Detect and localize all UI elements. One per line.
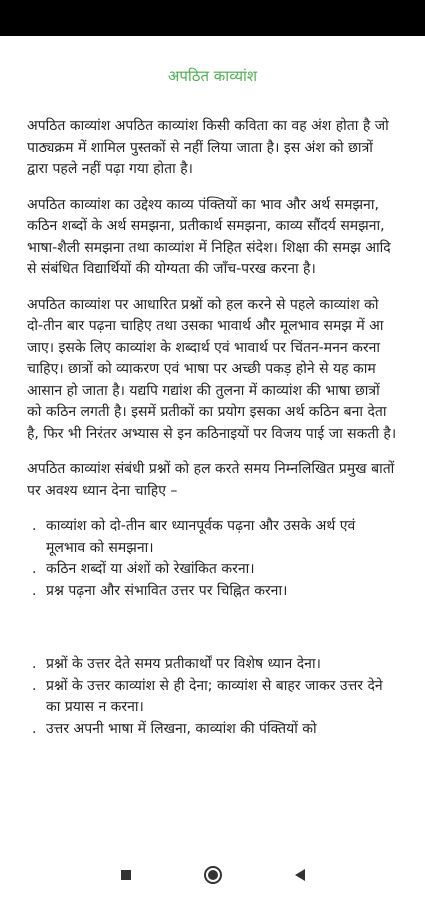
page-title: अपठित काव्यांश — [167, 67, 258, 85]
tips-list-1 — [0, 516, 425, 602]
back-button[interactable] — [289, 864, 311, 886]
paragraph-purpose: अपठित काव्यांश का उद्देश्य काव्य पंक्तियों का भाव और अर्थ समझना, कठिन शब्दों के अर्थ समझना, प्रतीकार्थ समझना, काव्य सौंदर्य समझना, भाषा-शैली समझना तथा काव्यांश में निहित संदेश। शिक्षा की समझ आदि से संबंधित विद्यार्थियों की योग्यता की जाँच-परख करना है। — [27, 196, 391, 277]
bullet-marker: . — [32, 677, 37, 694]
list-item — [32, 559, 397, 581]
bullet-marker: . — [32, 582, 37, 599]
bullet-marker: . — [32, 518, 37, 534]
bullet-marker: . — [32, 561, 37, 577]
bullet-marker: . — [32, 656, 37, 672]
list-item-text: काव्यांश को दो-तीन बार ध्यानपूर्वक पढ़ना और उसके अर्थ एवं मूलभाव को समझना। — [46, 518, 356, 556]
paragraph-intro: अपठित काव्यांश अपठित काव्यांश किसी कविता का वह अंश होता है जो पाठ्यक्रम में शामिल पुस्तकों से नहीं लिया जाता है। इस अंश को छात्रों द्वारा पहले नहीं पढ़ा गया होता है। — [27, 118, 389, 177]
list-item-text: उत्तर अपनी भाषा में लिखना, काव्यांश की पंक्तियों को — [46, 720, 317, 737]
recents-button[interactable] — [115, 864, 137, 886]
status-bar — [0, 0, 425, 36]
list-item — [32, 719, 397, 741]
list-item-text: प्रश्न पढ़ना और संभावित उत्तर पर चिह्नित करना। — [46, 582, 288, 599]
square-recents-icon — [115, 864, 137, 886]
paragraph-points-intro: अपठित काव्यांश संबंधी प्रश्नों को हल करते समय निम्नलिखित प्रमुख बातों पर अवश्य ध्यान देना चाहिए – — [27, 461, 395, 499]
bullet-marker: . — [32, 720, 37, 737]
home-button[interactable] — [202, 864, 224, 886]
list-item-text: प्रश्नों के उत्तर काव्यांश से ही देना; काव्यांश से बाहर जाकर उत्तर देने का प्रयास न करना। — [46, 677, 383, 715]
article-content[interactable] — [0, 36, 425, 850]
triangle-back-icon — [289, 864, 311, 886]
list-item-text: प्रश्नों के उत्तर देते समय प्रतीकार्थों पर विशेष ध्यान देना। — [46, 656, 321, 672]
paragraph-method: अपठित काव्यांश पर आधारित प्रश्नों को हल करने से पहले काव्यांश को दो-तीन बार पढ़ना चाहिए तथा उसका भावार्थ और मूलभाव समझ में आ जाए। इसके लिए काव्यांश के शब्दार्थ एवं भावार्थ पर चिंतन-मनन करना चाहिए। छात्रों को व्याकरण एवं भाषा पर अच्छी पकड़ होने से यह काम आसान हो जाता है। यद्यपि गद्यांश की तुलना में काव्यांश की भाषा छात्रों को कठिन लगती है। इसमें प्रतीकों का प्रयोग इसका अर्थ कठिन बना देता है, फिर भी निरंतर अभ्यास से इन कठिनाइयों पर विजय पाई जा सकती है। — [27, 296, 397, 442]
list-item — [32, 676, 397, 719]
tips-list-2 — [0, 654, 425, 740]
list-item — [32, 516, 397, 559]
list-item — [32, 654, 397, 676]
navigation-bar — [0, 850, 425, 900]
list-item-text: कठिन शब्दों या अंशों को रेखांकित करना। — [46, 561, 255, 577]
list-item — [32, 581, 397, 603]
circle-home-icon — [202, 864, 224, 886]
